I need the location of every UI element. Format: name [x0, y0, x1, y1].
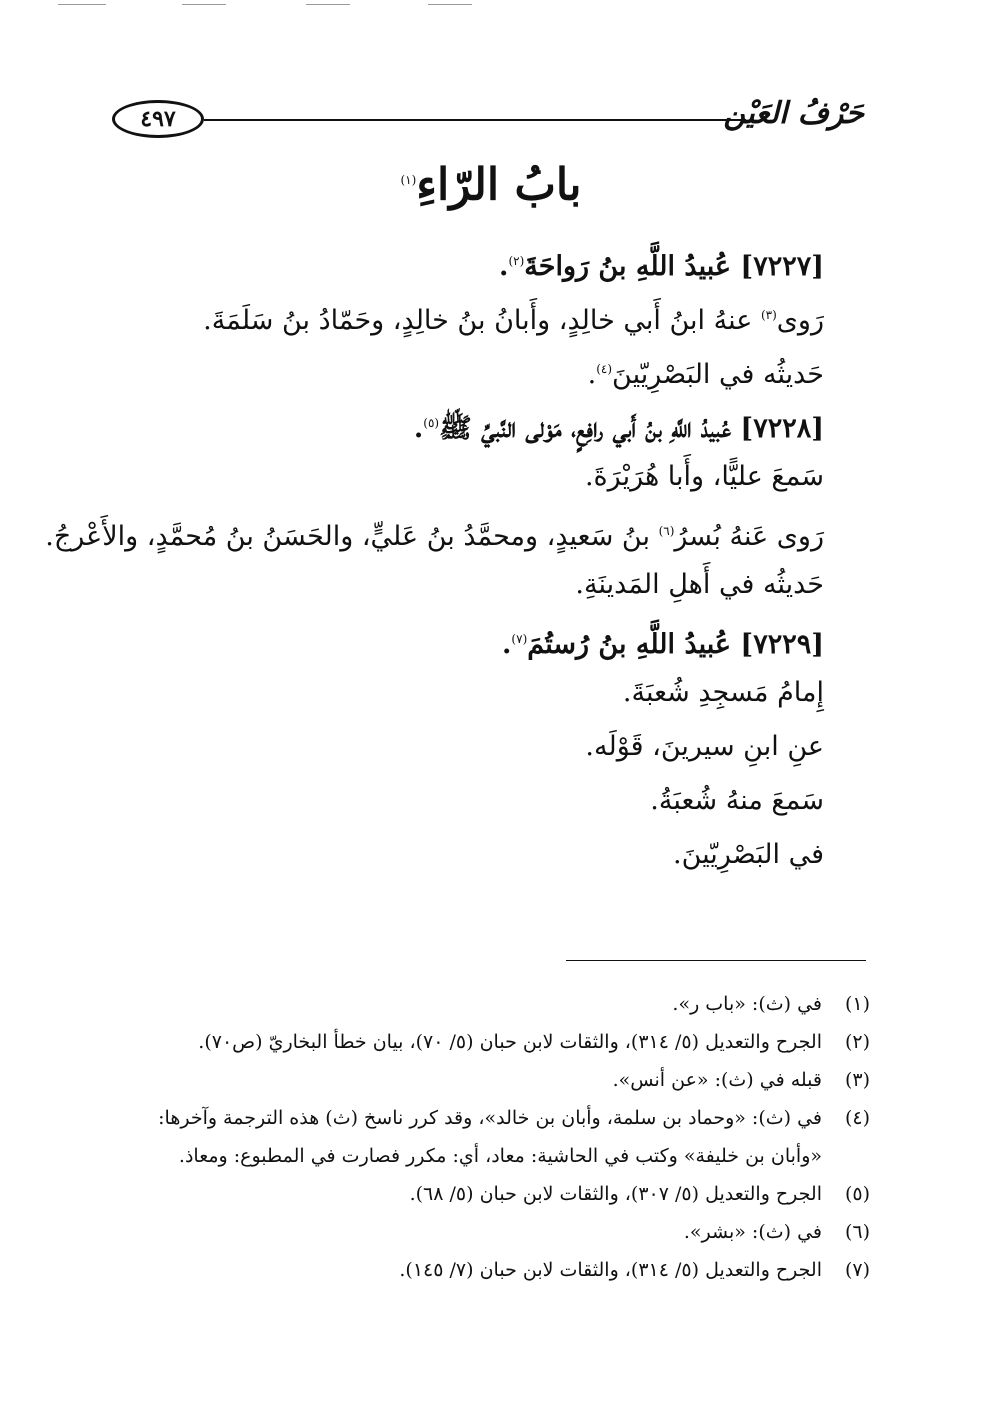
- footnote-marker: (٧): [511, 632, 528, 646]
- line-text: حَديثُه في أَهلِ المَدينَةِ.: [575, 569, 824, 600]
- page-number-text: ٤٩٧: [140, 106, 176, 132]
- text-line: [124, 342, 824, 396]
- top-scan-marks: [0, 4, 982, 8]
- text-line: [124, 288, 824, 342]
- footnote: [124, 1213, 870, 1251]
- header-rule: [204, 119, 746, 121]
- chapter-title-note: (١): [400, 173, 417, 187]
- line-text: [٧٢٢٨] عُبيدُ اللَّهِ بنُ أَبي رافِعٍ، مَوْلى النَّبيِّ ﷺ: [439, 413, 824, 444]
- line-tail: .: [587, 359, 597, 390]
- page-header: [112, 96, 864, 146]
- entry-heading: [124, 234, 824, 288]
- entry-heading: [124, 396, 824, 450]
- text-line: [124, 828, 824, 882]
- line-text: حَديثُه في البَصْرِيّينَ: [612, 359, 824, 390]
- footnote-text: في (ث): «وحماد بن سلمة، وأبان بن خالد»، وقد كرر ناسخ (ث) هذه الترجمة وآخرها: «وأبان بن خليفة» وكتب في الحاشية: معاد، أي: مكرر فصارت في المطبوع: ومعاذ.: [158, 1107, 822, 1167]
- line-text: رَوى عَنهُ بُسرُ: [674, 521, 824, 552]
- line-tail: .: [413, 413, 424, 444]
- footnote-marker: (٤): [596, 362, 613, 376]
- footnote-text: قبله في (ث): «عن أنس».: [612, 1069, 822, 1091]
- line-text: عنِ ابنِ سيرينَ، قَوْلَه.: [585, 731, 824, 762]
- footnote-text: الجرح والتعديل (٥/ ٣٠٧)، والثقات لابن حبان (٥/ ٦٨).: [409, 1183, 822, 1205]
- footnote-marker: (٢): [508, 254, 525, 268]
- footnote-marker: (٣): [760, 308, 777, 322]
- chapter-title: [300, 148, 682, 218]
- footnotes: [124, 985, 870, 1289]
- footnote-marker: (٥): [423, 416, 440, 430]
- footnote-marker: (٦): [658, 524, 675, 538]
- footnote-number: (٧): [844, 1259, 870, 1281]
- line-tail: .: [502, 629, 512, 660]
- text-line: [124, 720, 824, 774]
- footnote-number: (٦): [844, 1221, 870, 1243]
- line-text: [٧٢٢٩] عُبيدُ اللَّهِ بنُ رُستُمَ: [527, 629, 824, 660]
- line-tail: بنُ سَعيدٍ، ومحمَّدُ بنُ عَليٍّ، والحَسَنُ بنُ مُحمَّدٍ، والأَعْرجُ.: [45, 521, 659, 552]
- footnote: [124, 1099, 870, 1175]
- text-line: [124, 774, 824, 828]
- line-text: سَمعَ عليًّا، وأَبا هُرَيْرَةَ.: [584, 461, 824, 492]
- footnote: [124, 1023, 870, 1061]
- text-line: [124, 558, 824, 612]
- running-title: حَرْفُ العَيْن: [723, 96, 864, 131]
- page-number: [112, 100, 204, 138]
- text-line: [124, 666, 824, 720]
- footnote-number: (٤): [844, 1107, 870, 1129]
- footnote-number: (٢): [844, 1031, 870, 1053]
- footnote-text: الجرح والتعديل (٥/ ٣١٤)، والثقات لابن حبان (٥/ ٧٠)، بيان خطأ البخاريّ (ص٧٠).: [198, 1031, 822, 1053]
- footnote-text: في (ث): «باب ر».: [672, 993, 822, 1015]
- text-line: [45, 504, 824, 558]
- footnote: [124, 1061, 870, 1099]
- main-text: [45, 234, 824, 882]
- line-text: رَوى: [776, 305, 824, 336]
- line-tail: عنهُ ابنُ أَبي خالِدٍ، وأَبانُ بنُ خالِدٍ، وحَمّادُ بنُ سَلَمَةَ.: [203, 305, 761, 336]
- footnote-number: (١): [844, 993, 870, 1015]
- line-text: في البَصْرِيّينَ.: [673, 839, 824, 870]
- footnote: [124, 985, 870, 1023]
- entry-heading: [124, 612, 824, 666]
- line-tail: .: [499, 251, 509, 282]
- footnote-rule: [566, 960, 866, 961]
- footnote: [124, 1175, 870, 1213]
- line-text: سَمعَ منهُ شُعبَةُ.: [650, 785, 824, 816]
- footnote: [124, 1251, 870, 1289]
- footnote-number: (٣): [844, 1069, 870, 1091]
- line-text: [٧٢٢٧] عُبيدُ اللَّهِ بنُ رَواحَةَ: [524, 251, 824, 282]
- footnote-text: الجرح والتعديل (٥/ ٣١٤)، والثقات لابن حبان (٧/ ١٤٥).: [399, 1259, 822, 1281]
- footnote-text: في (ث): «بشر».: [683, 1221, 822, 1243]
- line-text: إِمامُ مَسجِدِ شُعبَةَ.: [622, 677, 824, 708]
- chapter-title-text: بابُ الرّاءِ: [416, 159, 582, 211]
- footnote-number: (٥): [844, 1183, 870, 1205]
- text-line: [124, 450, 824, 504]
